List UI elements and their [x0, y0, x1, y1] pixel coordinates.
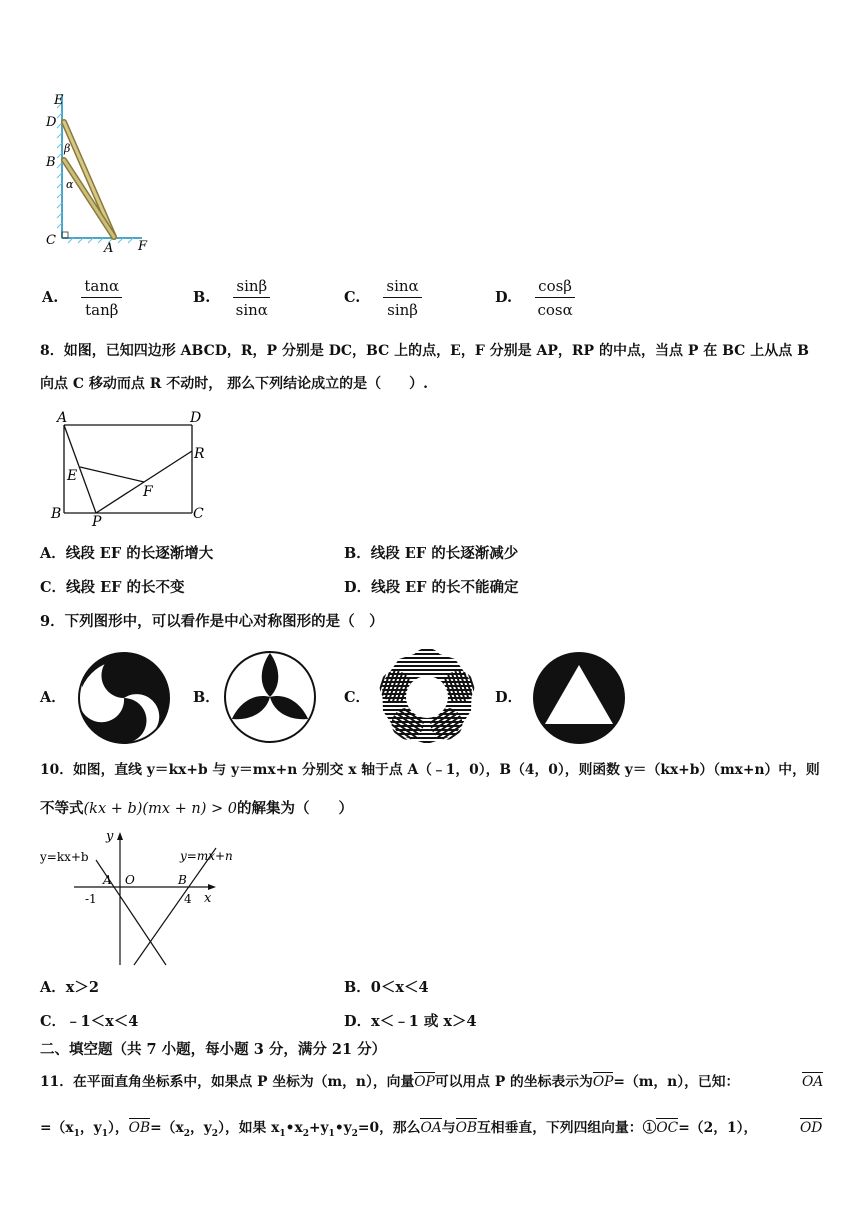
- q7-option-c-letter: C.: [344, 289, 361, 306]
- q11-vector-ob: OB: [128, 1120, 151, 1136]
- q11-sub-y2b: 2: [351, 1128, 358, 1139]
- q7-label-D: D: [46, 115, 57, 130]
- q11-vector-oa-right: [802, 1076, 823, 1090]
- q10-label-A: A: [103, 873, 112, 887]
- q7-label-A: A: [104, 241, 114, 256]
- q7-option-c[interactable]: [344, 277, 422, 319]
- q7-option-a[interactable]: [42, 277, 122, 319]
- q11-text-2k: 与: [441, 1120, 456, 1136]
- q11-text-1a: 11．在平面直角坐标系中，如果点 P 坐标为（m，n），向量: [40, 1074, 415, 1090]
- q11-text-2h: +y: [308, 1120, 329, 1136]
- q10-option-b[interactable]: B．0＜x＜4: [344, 979, 429, 996]
- q11-text-2l: 互相垂直，下列四组向量：①: [477, 1120, 657, 1136]
- q9-option-c-striped-flower-figure[interactable]: [378, 648, 476, 746]
- section-2-heading: 二、填空题（共 7 小题，每小题 3 分，满分 21 分）: [40, 1041, 387, 1058]
- q11-text-2e: ，y: [189, 1120, 212, 1136]
- q10-label-line2: y=mx+n: [180, 849, 233, 863]
- q11-vector-oc: OC: [656, 1120, 679, 1136]
- q7-option-d-letter: D.: [495, 289, 513, 306]
- q7-label-B: B: [46, 155, 56, 170]
- q8-label-F: F: [143, 484, 153, 500]
- q7-option-c-numerator: sinα: [383, 277, 421, 298]
- q7-ladder-figure: [40, 88, 170, 258]
- q9-option-b-letter[interactable]: B．: [193, 689, 220, 706]
- q11-sub-x1b: 1: [279, 1128, 286, 1139]
- q11-text-1c: =（m，n），已知：: [613, 1074, 740, 1090]
- q11-vector-op-2: OP: [592, 1074, 614, 1090]
- q9-option-c-letter[interactable]: C．: [344, 689, 371, 706]
- q7-option-a-denominator: tanβ: [85, 301, 119, 319]
- q7-option-b-fraction: [233, 277, 270, 319]
- q7-label-beta: β: [64, 142, 71, 155]
- q11-line1: [40, 1076, 739, 1090]
- q7-option-d-numerator: cosβ: [535, 277, 575, 298]
- q11-text-2m: =（2，1），: [678, 1120, 758, 1136]
- q11-vector-oa-2: OA: [420, 1120, 442, 1136]
- q9-option-d-letter[interactable]: D．: [495, 689, 523, 706]
- q7-option-a-numerator: tanα: [81, 277, 122, 298]
- q7-option-d-fraction: [535, 277, 575, 319]
- q10-stem-line2: [40, 802, 353, 817]
- q11-text-2b: ，y: [79, 1120, 102, 1136]
- q11-sub-y1b: 1: [328, 1128, 335, 1139]
- q11-sub-y1: 1: [101, 1128, 108, 1139]
- q10-label-O: O: [125, 873, 135, 887]
- q8-option-b[interactable]: B．线段 EF 的长逐渐减少: [344, 545, 519, 562]
- q10-label-neg1: -1: [85, 892, 97, 906]
- q7-option-a-fraction: [81, 277, 122, 319]
- q10-label-x-axis: x: [204, 891, 212, 906]
- q10-inequality: (kx + b)(mx + n) > 0: [83, 801, 237, 817]
- q7-label-E: E: [54, 93, 64, 108]
- q11-text-2g: •x: [285, 1120, 303, 1136]
- q8-stem-line1: 8．如图，已知四边形 ABCD，R，P 分别是 DC，BC 上的点，E，F 分别是 AP，RP 的中点，当点 P 在 BC 上从点 B: [40, 343, 809, 359]
- q10-stem-line1: 10．如图，直线 y＝kx+b 与 y＝mx+n 分别交 x 轴于点 A（﹣1，0），B（4，0），则函数 y＝（kx+b）（mx+n）中，则: [40, 762, 820, 778]
- q8-stem-line2: 向点 C 移动而点 R 不动时， 那么下列结论成立的是（ ）.: [40, 376, 429, 392]
- q10-line-graph-figure: [38, 830, 248, 970]
- q11-text-2f: ），如果 x: [218, 1120, 280, 1136]
- q10-option-a[interactable]: A．x＞2: [40, 979, 99, 996]
- q7-option-d[interactable]: [495, 277, 575, 319]
- q9-option-a-letter[interactable]: A．: [40, 689, 66, 706]
- q10-label-four: 4: [184, 892, 192, 906]
- q11-text-2a: =（x: [40, 1120, 74, 1136]
- q7-option-b[interactable]: [193, 277, 270, 319]
- q10-label-B: B: [178, 873, 187, 887]
- q10-option-c[interactable]: C．﹣1＜x＜4: [40, 1013, 139, 1030]
- q9-option-b-three-petal-figure[interactable]: [223, 650, 317, 744]
- q7-option-b-denominator: sinα: [235, 301, 268, 319]
- q7-label-F: F: [138, 239, 148, 254]
- q11-vector-oa: OA: [802, 1074, 824, 1090]
- q10-label-y-axis: y: [106, 830, 114, 844]
- q8-option-c[interactable]: C．线段 EF 的长不变: [40, 579, 185, 596]
- q11-vector-od-right: [800, 1122, 822, 1136]
- q8-label-R: R: [194, 446, 205, 462]
- q9-option-d-triangle-in-circle-figure[interactable]: [531, 650, 627, 746]
- q9-option-a-triskelion-figure[interactable]: [77, 651, 171, 745]
- q8-option-a[interactable]: A．线段 EF 的长逐渐增大: [40, 545, 214, 562]
- q8-label-D: D: [190, 410, 202, 426]
- q8-quadrilateral-figure: [48, 406, 218, 528]
- q11-sub-x2b: 2: [302, 1128, 309, 1139]
- q11-line2: [40, 1122, 757, 1139]
- q11-vector-od: OD: [800, 1120, 823, 1136]
- q11-text-2j: =0，那么: [357, 1120, 421, 1136]
- q7-label-C: C: [46, 233, 56, 248]
- q8-label-C: C: [193, 506, 204, 522]
- q11-text-2c: ），: [107, 1120, 129, 1136]
- q11-vector-ob-2: OB: [455, 1120, 478, 1136]
- q8-option-d[interactable]: D．线段 EF 的长不能确定: [344, 579, 519, 596]
- q7-label-alpha: α: [66, 178, 74, 191]
- q8-label-P: P: [92, 514, 102, 528]
- q7-option-a-letter: A.: [42, 289, 59, 306]
- q11-sub-x1: 1: [73, 1128, 80, 1139]
- q7-option-d-denominator: cosα: [537, 301, 573, 319]
- q11-text-2i: •y: [334, 1120, 352, 1136]
- q11-sub-x2: 2: [183, 1128, 190, 1139]
- q8-label-B: B: [51, 506, 62, 522]
- q11-sub-y2: 2: [211, 1128, 219, 1139]
- q10-stem-line2-pre: 不等式: [40, 800, 84, 817]
- q7-option-c-fraction: [383, 277, 421, 319]
- q10-option-d[interactable]: D．x＜﹣1 或 x＞4: [344, 1013, 477, 1030]
- q7-option-b-numerator: sinβ: [233, 277, 270, 298]
- q10-stem-line2-post: 的解集为（ ）: [236, 800, 353, 817]
- q10-label-line1: y=kx+b: [40, 850, 89, 864]
- q11-vector-op-1: OP: [414, 1074, 435, 1090]
- q11-text-2d: =（x: [150, 1120, 184, 1136]
- q8-label-A: A: [57, 410, 68, 426]
- q8-label-E: E: [67, 468, 78, 484]
- q7-option-b-letter: B.: [193, 289, 211, 306]
- q9-stem: 9．下列图形中，可以看作是中心对称图形的是（ ）: [40, 613, 384, 630]
- q11-text-1b: 可以用点 P 的坐标表示为: [434, 1074, 593, 1090]
- q7-option-c-denominator: sinβ: [387, 301, 418, 319]
